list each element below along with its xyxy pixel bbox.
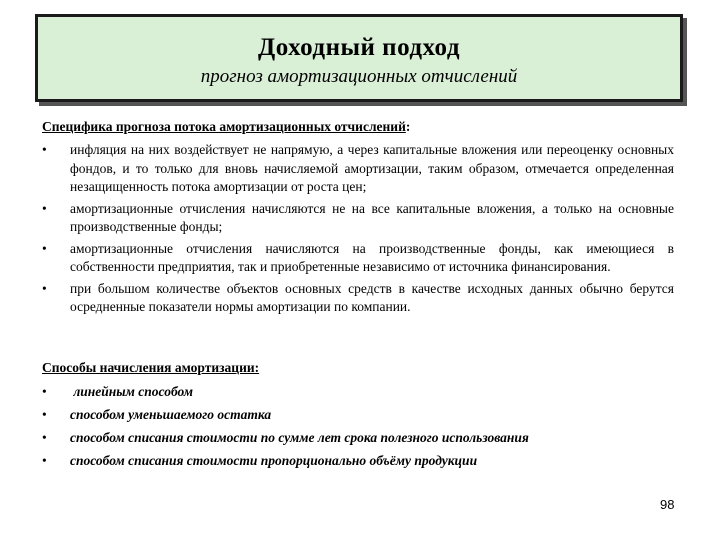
bullet-icon: • <box>42 280 47 296</box>
slide-subtitle: прогноз амортизационных отчислений <box>200 66 518 87</box>
page-number: 98 <box>660 497 675 512</box>
list-item <box>42 452 674 471</box>
list-item-text: способом списания стоимости по сумме лет срока полезного использования <box>70 430 529 445</box>
bullet-icon: • <box>42 407 47 422</box>
list-item-text: способом уменьшаемого остатка <box>70 407 272 422</box>
bullet-icon: • <box>42 142 47 157</box>
list-item <box>42 406 674 425</box>
list-item <box>42 280 674 317</box>
specifics-heading <box>42 118 410 136</box>
bullet-icon: • <box>42 453 47 468</box>
methods-heading: Способы начисления амортизации: <box>42 360 260 375</box>
list-item <box>42 141 674 197</box>
bullet-icon: • <box>42 384 47 399</box>
title-box <box>35 14 683 102</box>
slide-title: Доходный подход <box>258 34 460 61</box>
list-item-text: инфляция на них воздействует не напрямую, а через капитальные вложения или переоценку основных фондов, и то только для вновь начисляемой амортизации, таким образом, отмечается определенная незащищенность потока амортизации от роста цен; <box>70 142 674 194</box>
list-item-text: амортизационные отчисления начисляются на производственные фонды, как имеющиеся в собственности предприятия, так и приобретенные независимо от источника финансирования. <box>70 240 674 274</box>
specifics-heading-text: Специфика прогноза потока амортизационных отчислений <box>42 119 406 134</box>
bullet-icon: • <box>42 240 47 256</box>
specifics-heading-colon: : <box>405 119 411 134</box>
list-item-text: линейным способом <box>70 384 193 399</box>
list-item <box>42 429 674 448</box>
list-item <box>42 200 674 237</box>
bullet-icon: • <box>42 200 47 216</box>
specifics-list <box>42 141 674 317</box>
list-item-text: при большом количестве объектов основных средств в качестве исходных данных обычно берутся осредненные показатели нормы амортизации по компании. <box>70 280 674 314</box>
list-item <box>42 383 674 402</box>
list-item-text: способом списания стоимости пропорционально объёму продукции <box>70 453 478 468</box>
bullet-icon: • <box>42 430 47 445</box>
methods-list <box>42 383 674 475</box>
list-item-text: амортизационные отчисления начисляются не на все капитальные вложения, а только на основные производственные фонды; <box>70 200 674 234</box>
list-item <box>42 240 674 277</box>
